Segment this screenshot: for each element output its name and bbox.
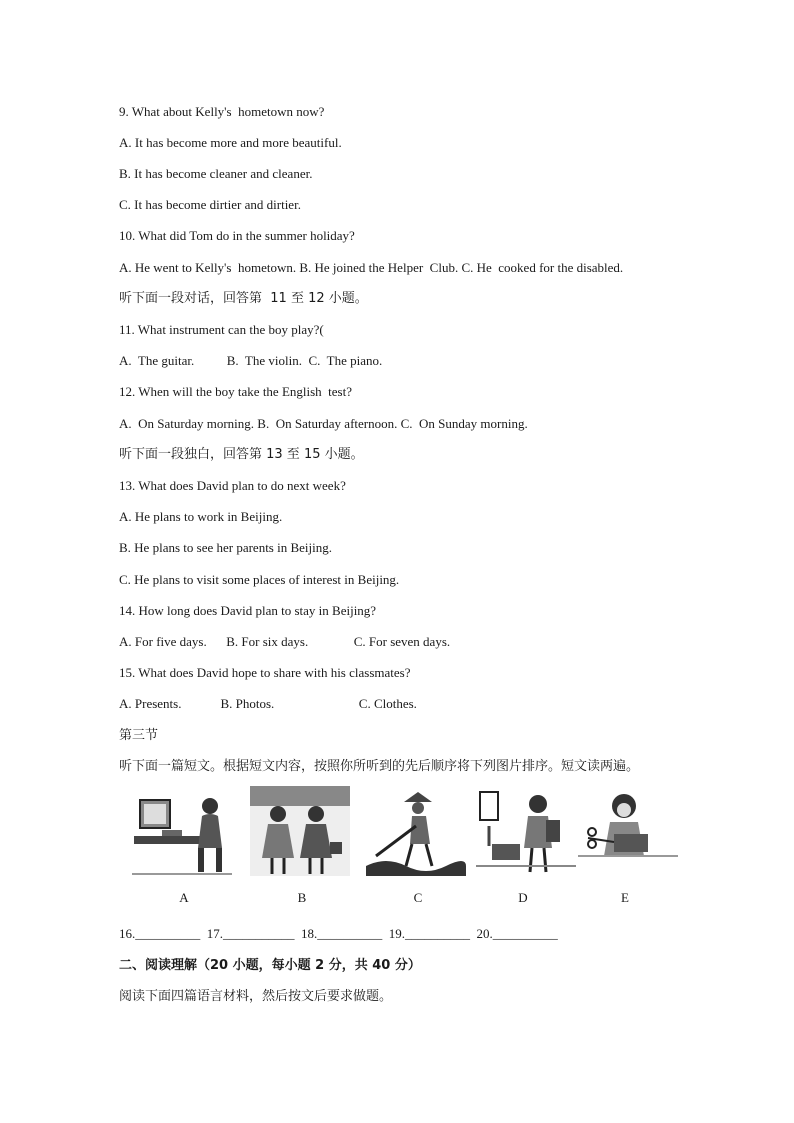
line-q9-b: B. It has become cleaner and cleaner. [119,166,313,181]
line-q9: 9. What about Kelly's hometown now? [119,104,325,119]
picture-e-girl-cutting [578,786,678,876]
line-q14: 14. How long does David plan to stay in Beijing? [119,603,377,618]
line-q15-options: A. Presents. B. Photos. C. Clothes. [119,696,417,711]
section-3-heading: 第三节 [119,728,159,743]
picture-label-a: A [179,890,189,905]
line-q13-a: A. He plans to work in Beijing. [119,509,283,524]
picture-a-computer-user [132,786,232,876]
section-2-heading: 二、阅读理解（20 小题，每小题 2 分，共 40 分） [119,958,421,973]
line-q13-b: B. He plans to see her parents in Beijing. [119,540,333,555]
line-q11-options: A. The guitar. B. The violin. C. The piano. [119,353,383,368]
line-q9-a: A. It has become more and more beautiful. [119,135,342,150]
picture-row [128,786,680,911]
instruction-q13-15: 听下面一段独白，回答第 13 至 15 小题。 [119,447,364,462]
picture-label-c: C [413,890,423,905]
picture-d-boy-with-backpack [476,786,576,876]
picture-label-e: E [621,890,629,905]
section-2-instruction: 阅读下面四篇语言材料，然后按文后要求做题。 [119,989,393,1004]
section-3-instruction: 听下面一篇短文。根据短文内容，按照你所听到的先后顺序将下列图片排序。短文读两遍。 [119,759,640,774]
instruction-q11-12: 听下面一段对话，回答第 11 至 12 小题。 [119,291,368,306]
line-q12-options: A. On Saturday morning. B. On Saturday afternoon. C. On Sunday morning. [119,416,528,431]
line-q13-c: C. He plans to visit some places of interest in Beijing. [119,572,400,587]
line-q14-options: A. For five days. B. For six days. C. For seven days. [119,634,451,649]
line-q13: 13. What does David plan to do next week? [119,478,346,493]
line-q10-options: A. He went to Kelly's hometown. B. He joined the Helper Club. C. He cooked for the disabled. [119,260,624,275]
line-q15: 15. What does David hope to share with his classmates? [119,665,411,680]
line-q10: 10. What did Tom do in the summer holiday? [119,228,355,243]
line-q12: 12. When will the boy take the English test? [119,384,352,399]
answer-blanks: 16.__________ 17.___________ 18.__________ 19.__________ 20.__________ [119,926,558,941]
picture-label-b: B [297,890,307,905]
picture-b-two-girls [250,786,350,876]
picture-c-farmer-working [366,786,466,876]
picture-label-d: D [518,890,528,905]
line-q11: 11. What instrument can the boy play?( [119,322,324,337]
line-q9-c: C. It has become dirtier and dirtier. [119,197,301,212]
